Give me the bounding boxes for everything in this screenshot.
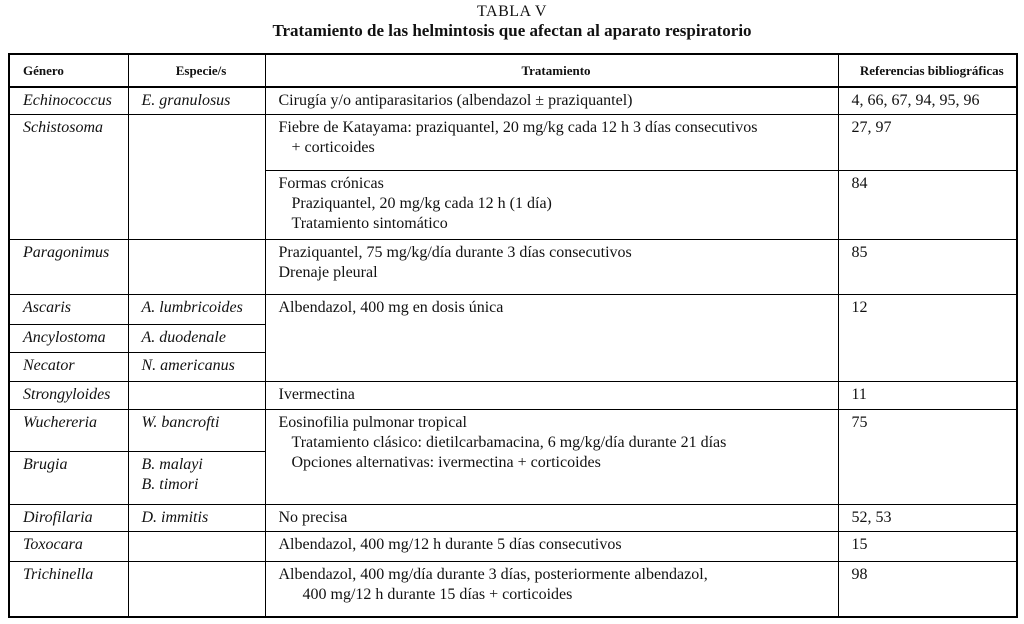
treatment-line: Opciones alternativas: ivermectina + corticoides	[291, 454, 601, 471]
cell-referencias: 84	[838, 171, 1017, 240]
treatment-line: Eosinofilia pulmonar tropical	[278, 414, 467, 431]
table-row-echinococcus	[9, 87, 1017, 115]
cell-especie	[128, 115, 265, 240]
cell-genero: Brugia	[9, 452, 128, 505]
table-row-schistosoma-acute	[9, 115, 1017, 171]
cell-especie: D. immitis	[128, 505, 265, 532]
cell-tratamiento	[265, 171, 838, 240]
cell-especie: W. bancrofti	[128, 410, 265, 452]
table-row-trichinella	[9, 562, 1017, 617]
treatment-line: + corticoides	[291, 139, 375, 156]
table-row-paragonimus	[9, 240, 1017, 295]
cell-tratamiento	[265, 240, 838, 295]
cell-referencias: 15	[838, 532, 1017, 562]
table-row-toxocara	[9, 532, 1017, 562]
cell-especie	[128, 532, 265, 562]
table-number: TABLA V	[477, 3, 547, 20]
cell-especie	[128, 452, 265, 505]
header-tratamiento: Tratamiento	[265, 54, 838, 87]
cell-especie: A. duodenale	[128, 325, 265, 353]
cell-tratamiento: Albendazol, 400 mg/12 h durante 5 días consecutivos	[265, 532, 838, 562]
especie-line: B. malayi	[141, 456, 203, 473]
cell-especie: N. americanus	[128, 353, 265, 382]
cell-especie	[128, 562, 265, 617]
table-row-wuchereria	[9, 410, 1017, 452]
cell-tratamiento	[265, 115, 838, 171]
title-block	[0, 3, 1024, 40]
cell-especie	[128, 240, 265, 295]
cell-referencias: 75	[838, 410, 1017, 505]
cell-genero: Strongyloides	[9, 382, 128, 410]
cell-genero: Ancylostoma	[9, 325, 128, 353]
cell-tratamiento: Cirugía y/o antiparasitarios (albendazol ± praziquantel)	[265, 87, 838, 115]
cell-genero: Necator	[9, 353, 128, 382]
cell-genero: Wuchereria	[9, 410, 128, 452]
cell-genero: Ascaris	[9, 295, 128, 325]
cell-genero: Paragonimus	[9, 240, 128, 295]
cell-referencias: 11	[838, 382, 1017, 410]
table-row-strongyloides	[9, 382, 1017, 410]
cell-genero: Trichinella	[9, 562, 128, 617]
cell-especie: A. lumbricoides	[128, 295, 265, 325]
cell-referencias: 85	[838, 240, 1017, 295]
cell-referencias: 98	[838, 562, 1017, 617]
header-genero: Género	[9, 54, 128, 87]
cell-tratamiento: Albendazol, 400 mg en dosis única	[265, 295, 838, 382]
cell-referencias: 12	[838, 295, 1017, 382]
cell-genero: Schistosoma	[9, 115, 128, 240]
cell-tratamiento: No precisa	[265, 505, 838, 532]
treatment-line: Praziquantel, 75 mg/kg/día durante 3 días consecutivos	[278, 244, 632, 261]
cell-referencias: 4, 66, 67, 94, 95, 96	[838, 87, 1017, 115]
cell-genero: Dirofilaria	[9, 505, 128, 532]
especie-line: B. timori	[141, 476, 199, 493]
cell-referencias: 52, 53	[838, 505, 1017, 532]
cell-tratamiento	[265, 562, 838, 617]
treatment-line: Fiebre de Katayama: praziquantel, 20 mg/kg cada 12 h 3 días consecutivos	[278, 119, 758, 136]
treatment-line: Tratamiento clásico: dietilcarbamacina, 6 mg/kg/día durante 21 días	[291, 434, 727, 451]
cell-referencias: 27, 97	[838, 115, 1017, 171]
treatment-line: Albendazol, 400 mg/día durante 3 días, posteriormente albendazol,	[278, 566, 708, 583]
treatment-line: Praziquantel, 20 mg/kg cada 12 h (1 día)	[291, 195, 552, 212]
header-row	[9, 54, 1017, 87]
treatment-line: 400 mg/12 h durante 15 días + corticoides	[302, 586, 573, 603]
treatment-line: Drenaje pleural	[278, 264, 378, 281]
table-row-dirofilaria	[9, 505, 1017, 532]
header-referencias: Referencias bibliográficas	[838, 54, 1017, 87]
table-row-ascaris	[9, 295, 1017, 325]
cell-tratamiento	[265, 410, 838, 505]
header-especie: Especie/s	[128, 54, 265, 87]
cell-tratamiento: Ivermectina	[265, 382, 838, 410]
treatment-line: Tratamiento sintomático	[291, 215, 448, 232]
cell-genero: Echinococcus	[9, 87, 128, 115]
cell-genero: Toxocara	[9, 532, 128, 562]
cell-especie	[128, 382, 265, 410]
treatment-table	[8, 53, 1018, 618]
table-title: Tratamiento de las helmintosis que afectan al aparato respiratorio	[272, 21, 752, 40]
cell-especie: E. granulosus	[128, 87, 265, 115]
treatment-line: Formas crónicas	[278, 175, 384, 192]
